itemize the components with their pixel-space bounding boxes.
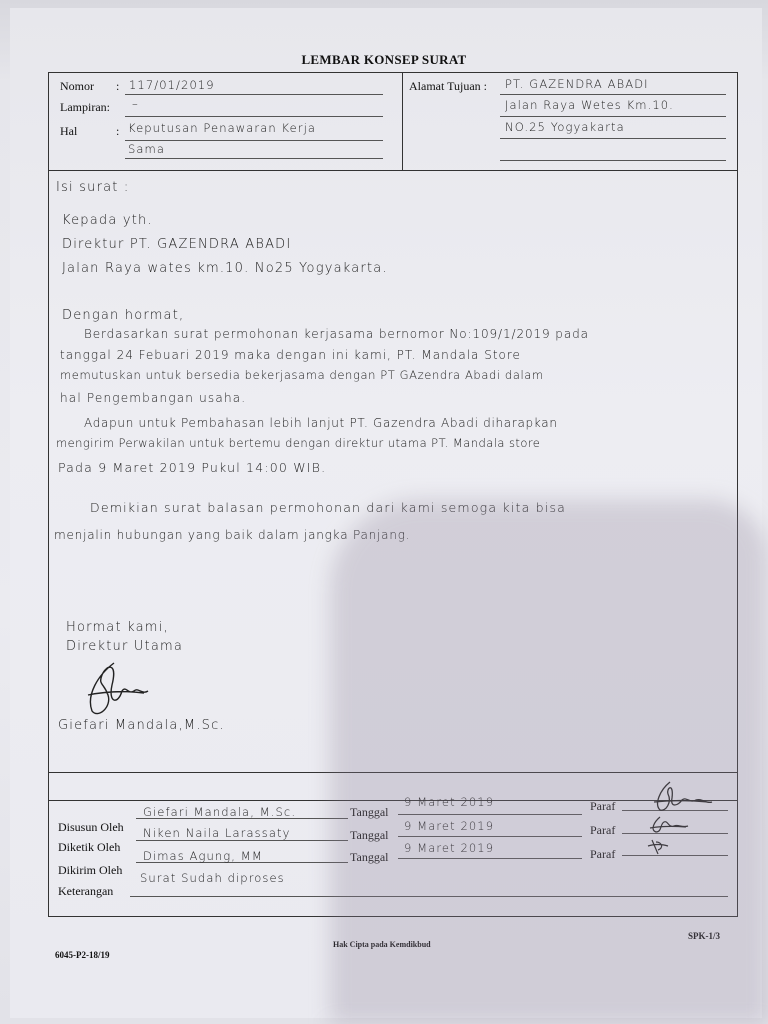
form-title: LEMBAR KONSEP SURAT <box>301 52 467 67</box>
paragraph-3-line-1: Demikian surat balasan permohonan dari kami semoga kita bisa <box>90 500 567 515</box>
form-frame <box>48 72 738 917</box>
paraf-label-1: Paraf <box>590 799 616 813</box>
diketik-value: Niken Naila Larassaty <box>143 826 291 840</box>
nomor-line <box>125 94 383 95</box>
footer-top-line <box>48 772 738 773</box>
dikirim-value: Dimas Agung, MM <box>143 849 263 863</box>
paragraph-2-line-1: Adapun untuk Pembahasan lebih lanjut PT. Gazendra Abadi diharapkan <box>84 416 558 430</box>
paragraph-1-line-3: memutuskan untuk bersedia bekerjasama dengan PT GAzendra Abadi dalam <box>60 368 544 382</box>
tanggal-line-1 <box>398 814 582 815</box>
tanggal-value-2: 9 Maret 2019 <box>404 819 495 833</box>
recipient-title: Direktur PT. GAZENDRA ABADI <box>62 237 292 252</box>
nomor-colon: : <box>116 79 120 93</box>
nomor-label: Nomor <box>60 79 94 93</box>
tanggal-label-3: Tanggal <box>350 850 389 864</box>
signer-name: Giefari Mandala,M.Sc. <box>58 718 225 733</box>
lampiran-line <box>125 116 383 117</box>
alamat-line-1 <box>500 94 726 95</box>
paraf-signature-2 <box>646 814 692 836</box>
tanggal-line-3 <box>398 858 582 859</box>
director-signature <box>78 655 168 720</box>
copyright-note: Hak Cipta pada Kemdikbud <box>333 940 431 949</box>
alamat-label: Alamat Tujuan : <box>409 79 488 93</box>
keterangan-label: Keterangan <box>58 884 114 898</box>
alamat-value-1: PT. GAZENDRA ABADI <box>505 77 649 91</box>
header-divider <box>48 170 738 171</box>
alamat-line-4 <box>500 160 726 161</box>
tanggal-line-2 <box>398 836 582 837</box>
hal-value-1: Keputusan Penawaran Kerja <box>128 121 317 135</box>
disusun-value: Giefari Mandala, M.Sc. <box>143 805 297 819</box>
paragraph-3-line-2: menjalin hubungan yang baik dalam jangka Panjang. <box>54 528 411 542</box>
greeting: Dengan hormat, <box>62 308 185 323</box>
tanggal-label-1: Tanggal <box>350 805 389 819</box>
paragraph-2-line-2: mengirim Perwakilan untuk bertemu dengan direktur utama PT. Mandala store <box>56 436 541 450</box>
paraf-label-3: Paraf <box>590 847 616 861</box>
tanggal-value-3: 9 Maret 2019 <box>404 841 495 855</box>
alamat-value-3: NO.25 Yogyakarta <box>505 120 625 134</box>
nomor-value: 117/01/2019 <box>129 78 215 92</box>
diketik-line <box>136 840 348 841</box>
alamat-value-2: Jalan Raya Wetes Km.10. <box>505 98 674 112</box>
closing-title: Direktur Utama <box>66 639 184 654</box>
tanggal-value-1: 9 Maret 2019 <box>404 795 495 809</box>
recipient-address: Jalan Raya wates km.10. No25 Yogyakarta. <box>62 261 388 276</box>
hal-colon: : <box>116 124 120 138</box>
paragraph-1-line-2: tanggal 24 Febuari 2019 maka dengan ini kami, PT. Mandala Store <box>60 348 521 362</box>
header-column-divider <box>402 72 403 170</box>
footer-divider <box>48 800 738 801</box>
lampiran-value: – <box>132 97 139 111</box>
paraf-signature-3 <box>646 838 672 856</box>
keterangan-value: Surat Sudah diproses <box>140 871 285 885</box>
alamat-line-2 <box>500 116 726 117</box>
paraf-label-2: Paraf <box>590 823 616 837</box>
tanggal-label-2: Tanggal <box>350 828 389 842</box>
hal-line-2 <box>125 158 383 159</box>
alamat-line-3 <box>500 138 726 139</box>
form-code: 6045-P2-18/19 <box>55 950 110 960</box>
closing-hormat: Hormat kami, <box>66 620 169 635</box>
hal-label: Hal <box>60 124 78 138</box>
diketik-label: Diketik Oleh <box>58 840 121 854</box>
paraf-line-3 <box>622 855 728 856</box>
paragraph-2-line-3: Pada 9 Maret 2019 Pukul 14:00 WIB. <box>58 460 327 475</box>
hal-line-1 <box>125 140 383 141</box>
paraf-signature-1 <box>648 778 718 814</box>
recipient-kepada: Kepada yth. <box>62 213 153 228</box>
page-code: SPK-1/3 <box>688 931 721 941</box>
lampiran-label: Lampiran: <box>60 100 110 114</box>
hal-value-2: Sama <box>128 142 165 156</box>
paragraph-1-line-1: Berdasarkan surat permohonan kerjasama bernomor No:109/1/2019 pada <box>84 327 589 341</box>
paragraph-1-line-4: hal Pengembangan usaha. <box>60 391 247 405</box>
keterangan-line <box>130 896 728 897</box>
isi-surat-label: Isi surat : <box>56 180 130 195</box>
dikirim-label: Dikirim Oleh <box>58 863 123 877</box>
disusun-label: Disusun Oleh <box>58 820 124 834</box>
